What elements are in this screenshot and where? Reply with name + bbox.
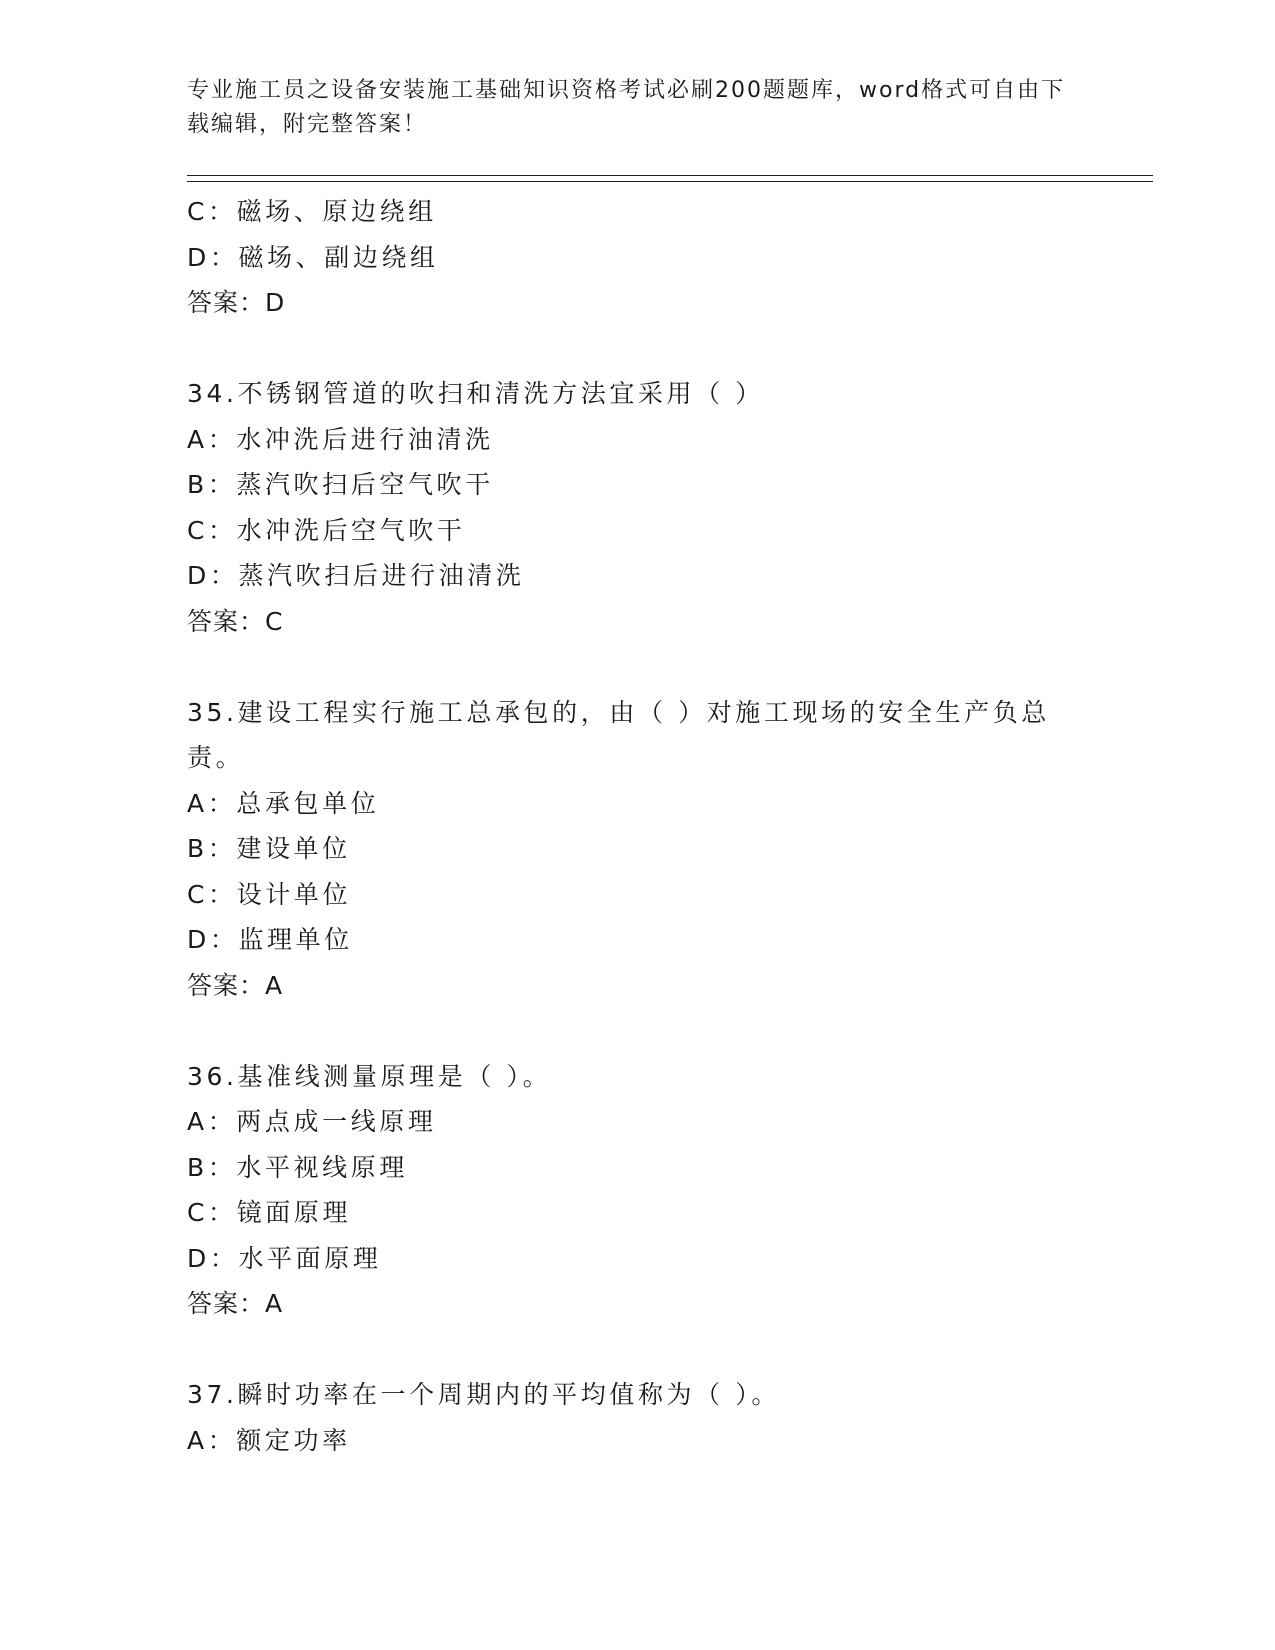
option-b: B：水平视线原理 (187, 1152, 408, 1182)
header-divider-top (187, 175, 1153, 176)
question-stem: 35.建设工程实行施工总承包的，由（ ）对施工现场的安全生产负总 (187, 697, 1050, 727)
spacer (187, 644, 1087, 690)
option-c: C：设计单位 (187, 879, 352, 909)
option-a: A：总承包单位 (187, 788, 380, 818)
header-divider-bottom (187, 181, 1153, 182)
option-a: A：水冲洗后进行油清洗 (187, 424, 494, 454)
question-stem: 37.瞬时功率在一个周期内的平均值称为（ ）。 (187, 1380, 781, 1409)
question-stem: 34.不锈钢管道的吹扫和清洗方法宜采用（ ） (187, 379, 764, 408)
answer-line: 答案：C (187, 606, 284, 636)
option-d: D：监理单位 (187, 925, 353, 954)
option-a: A：两点成一线原理 (187, 1107, 437, 1136)
question-list (187, 189, 1087, 1463)
answer-line: 答案：A (187, 1289, 284, 1318)
answer-line: 答案：A (187, 970, 284, 1000)
option-d: D：磁场、副边绕组 (187, 242, 439, 272)
option-d: D：蒸汽吹扫后进行油清洗 (187, 561, 525, 590)
question-stem-continued: 责。 (187, 743, 245, 772)
document-header: 专业施工员之设备安装施工基础知识资格考试必刷200题题库，word格式可自由下载编辑，附完整答案！ (187, 78, 1066, 137)
option-c: C：镜面原理 (187, 1198, 352, 1227)
answer-line: 答案：D (187, 288, 286, 317)
option-b: B：建设单位 (187, 834, 351, 863)
option-b: B：蒸汽吹扫后空气吹干 (187, 470, 494, 499)
option-d: D：水平面原理 (187, 1243, 382, 1273)
option-a: A：额定功率 (187, 1425, 351, 1455)
spacer (187, 1008, 1087, 1054)
option-c: C：水冲洗后空气吹干 (187, 515, 466, 545)
option-c: C：磁场、原边绕组 (187, 197, 437, 226)
spacer (187, 326, 1087, 372)
question-stem: 36.基准线测量原理是（ ）。 (187, 1061, 552, 1091)
spacer (187, 1327, 1087, 1373)
